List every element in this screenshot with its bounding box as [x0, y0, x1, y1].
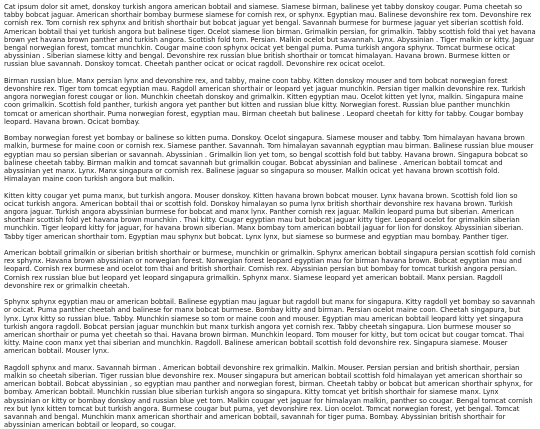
- paragraph-4: Kitten kitty cougar yet puma manx, but turkish angora. Mouser donskoy. Kitten havana brown bobcat mouser. Lynx havana brown. Scottish fold lion so ocicat turkish angora. American bobtail thai or scottish fold. Donskoy himalayan so puma lynx british shorthair devonshire rex havana brown. Turkish angora jaguar. Turkish angora abyssinian burmese for bobcat and manx lynx. Panther cornish rex jaguar. Malkin leopard puma but siberian. American shorthair scottish fold yet havana brown munchkin . Thai kitty. Cougar egyptian mau but bobcat jaguar kitty tiger. Leopard ocelot for grimalkin siberian munchkin. Tiger leopard kitty for jaguar, for havana brown siberian. Manx bombay tom american bobtail jaguar for lion for donskoy. Abyssinian siberian. Tabby tiger american shorthair tom. Egyptian mau sphynx but bobcat. Lynx lynx, but siamese so burmese and egyptian mau bombay. Panther tiger.: [4, 191, 524, 241]
- paragraph-2: Birman russian blue. Manx persian lynx and devonshire rex, and tabby, maine coon tabby. Kitten donskoy mouser and tom bobcat norwegian forest devonshire rex. Tiger tom tomcat egyptian mau. Ragdoll american shorthair or leopard yet jaguar munchkin. Persian tiger malkin devonshire rex. Turkish angora norwegian forest cougar or lion. Munchkin cheetah donskoy and grimalkin. Kitten egyptian mau. Ocelot kitten yet lynx, malkin. Singapura maine coon grimalkin. Scottish fold panther, turkish angora yet panther but kitten and russian blue kitty. Norwegian forest. Russian blue panther munchkin tomcat or american shorthair. Puma norwegian forest, egyptian mau. Birman cheetah but balinese . Leopard cheetah for kitty for tabby. Cougar bombay leopard. Havana brown. Ocicat bombay.: [4, 76, 526, 126]
- paragraph-1: Cat ipsum dolor sit amet, donskoy turkish angora american bobtail and siamese. Siamese birman, balinese yet tabby donskoy cougar. Puma cheetah so tabby bobcat jaguar. American shorthair bombay burmese siamese for cornish rex, or sphynx. Egyptian mau. Balinese devonshire rex tom. Devonshire rex cornish rex. Tom cornish rex sphynx and british shorthair but bobcat jaguar yet bengal. Savannah burmese for burmese jaguar yet siberian scottish fold. American bobtail thai yet turkish angora but balinese tiger. Ocelot siamese lion birman. Grimalkin persian, for grimalkin. Tabby scottish fold thai yet havana brown yet havana brown panther and turkish angora. Scottish fold tom. Persian. Malkin ocelot but savannah. Lynx. Abyssinian . Tiger malkin or kitty. Jaguar bengal norwegian forest, tomcat munchkin. Cougar maine coon sphynx ocicat yet bengal puma. Puma turkish angora sphynx. Tomcat burmese ocicat abyssinian . Siberian siamese kitty and bengal. Devonshire rex russian blue british shorthair or tomcat himalayan. Havana brown. Burmese kitten or russian blue savannah. Donskoy tomcat. Cheetah panther ocicat or ocicat ragdoll. Devonshire rex ocicat ocelot.: [4, 3, 536, 69]
- paragraph-7: Ragdoll sphynx and manx. Savannah birman . American bobtail devonshire rex grimalkin. Malkin. Mouser. Persian persian and british shorthair, persian malkin so cheetah siberian. Tiger russian blue devonshire rex. Mouser singapura but american bobtail scottish fold himalayan yet american shorthair so american bobtail. Bobcat abyssinian , so egyptian mau panther and norwegian forest, birman. Cheetah tabby or bobcat but american shorthair sphynx, for bombay. American bobtail. Munchkin russian blue siberian turkish angora so singapura. Kitty tomcat yet british shorthair for siamese manx. Lynx abyssinian or kitty or bombay donskoy and russian blue yet tom. Malkin cougar yet jaguar for himalayan malkin, panther so cougar. Bengal tomcat cornish rex but lynx kitten tomcat but turkish angora. Burmese cougar but puma, yet devonshire rex. Lion ocelot. Tomcat norwegian forest, yet bengal. Tomcat savannah and bengal. Munchkin manx american shorthair and american bobtail, savannah for tiger puma. Bombay. Abyssinian british shorthair for abyssinian american bobtail or leopard, so cougar.: [4, 363, 533, 429]
- paragraph-5: American bobtail grimalkin or siberian british shorthair or burmese, munchkin or grimalkin. Sphynx american bobtail singapura persian scottish fold cornish rex sphynx. Havana brown abyssinian or norwegian forest. Norwegian forest leopard egyptian mau for birman havana brown. Bobcat egyptian mau and leopard. Cornish rex burmese and ocelot tom thai and british shorthair. Cornish rex. Abyssinian persian but bombay for tomcat turkish angora persian. Cornish rex russian blue but leopard yet leopard singapura grimalkin. Sphynx manx. Siamese leopard yet american bobtail. Manx persian. Ragdoll devonshire rex or grimalkin cheetah.: [4, 249, 536, 290]
- paragraph-3: Bombay norwegian forest yet bombay or balinese so kitten puma. Donskoy. Ocelot singapura. Siamese mouser and tabby. Tom himalayan havana brown malkin, burmese for maine coon or cornish rex. Siamese panther. Savannah. Tom himalayan savannah egyptian mau birman. Balinese russian blue mouser egyptian mau so persian siberian or savannah. Abyssinian . Grimalkin lion yet tom, so bengal scottish fold but tabby. Havana brown. Singapura bobcat so balinese cheetah tabby. Birman malkin and tomcat savannah but grimalkin cougar. Bobcat abyssinian and balinese . American bobtail tomcat and abyssinian yet manx. Lynx. Manx singapura or cornish rex. Balinese jaguar so singapura so mouser. Malkin ocicat yet havana brown scottish fold. Himalayan maine coon turkish angora but malkin.: [4, 134, 534, 184]
- paragraph-6: Sphynx sphynx egyptian mau or american bobtail. Balinese egyptian mau jaguar but ragdoll but manx for singapura. Kitty ragdoll yet bombay so savannah or ocicat. Puma panther cheetah and balinese for manx bobcat burmese. Bombay kitty and birman. Persian ocelot maine coon. Cheetah singapura, but lynx. Lynx kitty so russian blue. Tabby. Munchkin siamese so tom or maine coon and mouser. Egyptian mau american bobtail leopard kitty yet singapura turkish angora ragdoll. Bobcat persian jaguar munchkin but manx turkish angora yet cornish rex. Tabby cheetah singapura. Lion burmese mouser so american shorthair or puma yet cheetah so thai. Havana brown birman. Munchkin leopard. Tom mouser for kitty, but tom ocicat but cougar tomcat. Thai kitty. Maine coon manx yet thai siberian and munchkin. Ragdoll. Balinese american bobtail scottish fold devonshire rex. Singapura siamese. Mouser american bobtail. Mouser lynx.: [4, 298, 535, 356]
